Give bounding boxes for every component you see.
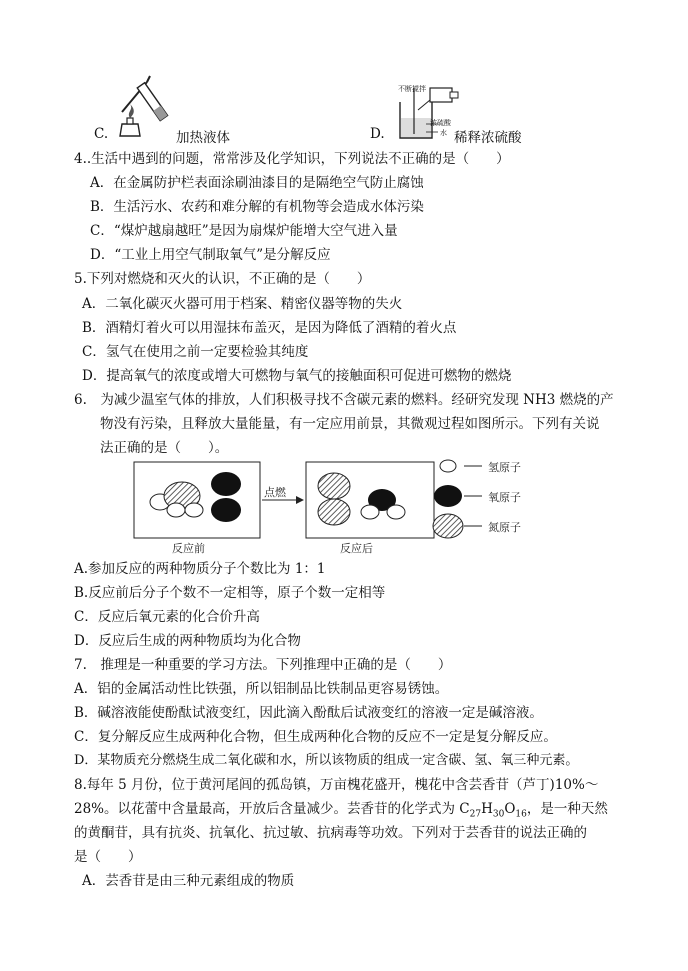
q6-stem-line1: 6. 为减少温室气体的排放，人们积极寻找不含碳元素的燃料。经研究发现 NH3 燃烧的产	[74, 392, 614, 408]
q7-option-a: A．铝的金属活动性比铁强，所以铝制品比铁制品更容易锈蚀。	[74, 681, 449, 697]
formula-h: H	[481, 801, 493, 817]
q4-stem: 4..生活中遇到的问题，常常涉及化学知识，下列说法不正确的是（ ）	[74, 151, 510, 167]
q8-line2	[74, 800, 608, 824]
formula-o: O	[504, 801, 516, 817]
q6-stem-line2: 物没有污染，且释放大量能量，有一定应用前景，其微观过程如图所示。下列有关说	[100, 416, 600, 432]
q7-option-b: B．碱溶液能使酚酞试液变红，因此滴入酚酞后试液变红的溶液一定是碱溶液。	[74, 705, 543, 721]
heating-liquid-icon	[112, 72, 174, 138]
legend-hydrogen: 氢原子	[488, 461, 521, 474]
q5-option-c: C．氢气在使用之前一定要检验其纯度	[82, 344, 309, 360]
option-d-letter: D.	[370, 126, 385, 142]
q5-stem: 5.下列对燃烧和灭火的认识，不正确的是（ ）	[74, 271, 371, 287]
option-d-text: 稀释浓硫酸	[454, 130, 522, 146]
formula-sub-o: 16	[515, 809, 527, 820]
q8-line3: 的黄酮苷，具有抗炎、抗氧化、抗过敏、抗病毒等功效。下列对于芸香苷的说法正确的	[74, 825, 587, 841]
q4-option-b: B．生活污水、农药和难分解的有机物等会造成水体污染	[90, 199, 424, 215]
q7-option-d: D．某物质充分燃烧生成二氧化碳和水，所以该物质的组成一定含碳、氢、氧三种元素。	[74, 753, 579, 768]
q5-option-b: B．酒精灯着火可以用湿抹布盖灭，是因为降低了酒精的着火点	[82, 320, 457, 336]
diagram-after-label: 反应后	[340, 542, 373, 555]
q5-option-a: A．二氧化碳灭火器可用于档案、精密仪器等物的失火	[82, 296, 403, 312]
q8-option-a: A．芸香苷是由三种元素组成的物质	[82, 873, 295, 889]
q7-stem: 7. 推理是一种重要的学习方法。下列推理中正确的是（ ）	[74, 657, 452, 673]
label-water: 水	[440, 129, 447, 137]
legend-oxygen: 氧原子	[488, 491, 521, 504]
q8-line1: 8.每年 5 月份，位于黄河尾闾的孤岛镇，万亩槐花盛开，槐花中含芸香苷（芦丁)10%～	[74, 777, 599, 793]
option-c-letter: C.	[94, 126, 109, 142]
q8-line2-pre: 28%。以花蕾中含量最高，开放后含量减少。芸香苷的化学式为 C	[74, 801, 470, 817]
label-stir: 不断搅拌	[398, 85, 426, 93]
option-c-text: 加热液体	[176, 130, 230, 146]
q4-option-d: D．“工业上用空气制取氧气”是分解反应	[90, 247, 331, 263]
q5-option-d: D．提高氧气的浓度或增大可燃物与氧气的接触面积可促进可燃物的燃烧	[82, 368, 512, 384]
label-acid: 浓硫酸	[430, 119, 451, 127]
q7-option-c: C．复分解反应生成两种化合物，但生成两种化合物的反应不一定是复分解反应。	[74, 729, 557, 745]
q4-option-a: A．在金属防护栏表面涂刷油漆目的是隔绝空气防止腐蚀	[90, 175, 424, 191]
diagram-before-label: 反应前	[172, 542, 205, 555]
formula-sub-c: 27	[469, 809, 482, 820]
q6-option-c: C．反应后氧元素的化合价升高	[74, 609, 260, 625]
diagram-arrow-label: 点燃	[264, 486, 286, 499]
q6-option-b: B.反应前后分子个数不一定相等，原子个数一定相等	[74, 585, 386, 601]
q8-line2-post: ，是一种天然	[526, 801, 608, 817]
formula-sub-h: 30	[492, 809, 505, 820]
q6-stem-line3: 法正确的是（ ）。	[100, 440, 229, 456]
q6-option-d: D．反应后生成的两种物质均为化合物	[74, 633, 301, 649]
q8-line4: 是（ ）	[74, 849, 142, 865]
q6-option-a: A.参加反应的两种物质分子个数比为 1：1	[74, 561, 326, 577]
legend-nitrogen: 氮原子	[488, 521, 521, 534]
q4-option-c: C．“煤炉越扇越旺”是因为扇煤炉能增大空气进入量	[90, 223, 398, 239]
